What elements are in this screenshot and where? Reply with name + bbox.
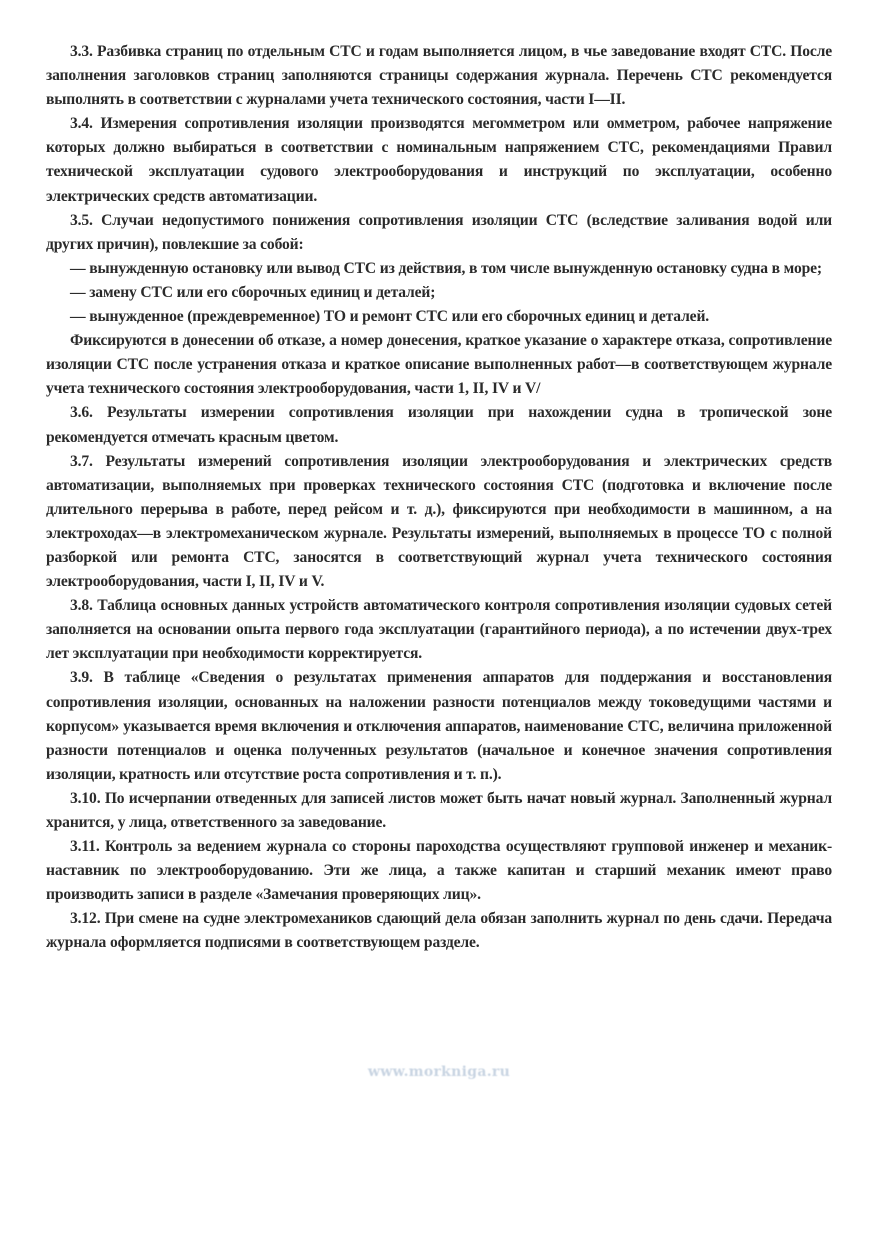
paragraph-text: Таблица основных данных устройств автоматического контроля сопротивления изоляции судовых сетей заполняется на основании опыта первого года эксплуатации (гарантийного периода), а по истечении двух-трех лет эксплуатации при необходимости корректируется. [46,597,832,663]
document-body [46,40,832,956]
paragraph-number: 3.4. [70,115,93,133]
paragraph-text: Разбивка страниц по отдельным СТС и годам выполняется лицом, в чье заведование входят СТС. После заполнения заголовков страниц заполняются страницы содержания журнала. Перечень СТС рекомендуется выполнять в соответствии с журналами учета технического состояния, части I—II. [46,43,832,109]
list-item-text: — замену СТС или его сборочных единиц и деталей; [70,283,436,301]
paragraph-3-10 [46,787,832,835]
paragraph-3-9 [46,666,832,786]
paragraph-text: Измерения сопротивления изоляции производятся мегомметром или омметром, рабочее напряжение которых должно выбираться в соответствии с номинальным напряжением СТС, рекомендациями Правил технической эксплуатации судового электрооборудования и инструкций по эксплуатации, особенно электрических средств автоматизации. [46,115,832,205]
paragraph-text: Результаты измерении сопротивления изоляции при нахождении судна в тропической зоне рекомендуется отмечать красным цветом. [46,404,832,446]
paragraph-number: 3.10. [70,789,101,807]
paragraph-number: 3.11. [70,838,100,856]
paragraph-number: 3.8. [70,597,93,615]
paragraph-number: 3.6. [70,404,93,422]
paragraph-3-5 [46,209,832,257]
paragraph-text: Контроль за ведением журнала со стороны пароходства осуществляют групповой инженер и механик-наставник по электрооборудованию. Эти же лица, а также капитан и старший механик имеют право производить записи в разделе «Замечания проверяющих лиц». [46,838,832,904]
paragraph-3-11 [46,835,832,907]
paragraph-number: 3.3. [70,43,93,60]
paragraph-number: 3.5. [70,211,93,229]
watermark: www.morkniga.ru [367,1064,511,1080]
list-item-text: — вынужденное (преждевременное) ТО и ремонт СТС или его сборочных единиц и деталей. [70,308,710,326]
paragraph-recording [46,329,832,401]
list-item-replacement [46,281,832,305]
paragraph-3-8 [46,594,832,666]
paragraph-number: 3.7. [70,452,93,470]
paragraph-text: Случаи недопустимого понижения сопротивления изоляции СТС (вследствие заливания водой или других причин), повлекшие за собой: [46,211,832,253]
paragraph-text: В таблице «Сведения о результатах применения аппаратов для поддержания и восстановления сопротивления изоляции, основанных на наложении разности потенциалов между токоведущими частями и корпусом» указывается время включения и отключения аппаратов, наименование СТС, величина приложенной разности потенциалов и оценка полученных результатов (начальное и конечное значения сопротивления изоляции, кратность или отсутствие роста сопротивления и т. п.). [46,669,832,783]
paragraph-3-4 [46,112,832,208]
paragraph-3-6 [46,401,832,449]
paragraph-number: 3.9. [70,669,93,687]
paragraph-text: Результаты измерений сопротивления изоляции электрооборудования и электрических средств автоматизации, выполняемых при проверках технического состояния СТС (подготовка и включение после длительного перерыва в работе, перед рейсом и т. д.), фиксируются при необходимости в машинном, а на электроходах—в электромеханическом журнале. Результаты измерений, выполняемых в процессе ТО с полной разборкой или ремонта СТС, заносятся в соответствующий журнал учета технического состояния электрооборудования, части I, II, IV и V. [46,452,832,591]
paragraph-3-7 [46,450,832,595]
paragraph-text: Фиксируются в донесении об отказе, а номер донесения, краткое указание о характере отказа, сопротивление изоляции СТС после устранения отказа и краткое описание выполненных работ—в соответствующем журнале учета технического состояния электрооборудования, части 1, II, IV и V/ [46,332,832,398]
list-item-forced-stop [46,257,832,281]
paragraph-text: По исчерпании отведенных для записей листов может быть начат новый журнал. Заполненный журнал хранится, у лица, ответственного за заведование. [46,789,832,831]
paragraph-3-12 [46,907,832,955]
list-item-text: — вынужденную остановку или вывод СТС из действия, в том числе вынужденную остановку судна в море; [70,259,822,277]
list-item-premature-maintenance [46,305,832,329]
paragraph-text: При смене на судне электромехаников сдающий дела обязан заполнить журнал по день сдачи. Передача журнала оформляется подписями в соответствующем разделе. [46,910,832,952]
paragraph-number: 3.12. [70,910,101,928]
paragraph-3-3 [46,40,832,112]
